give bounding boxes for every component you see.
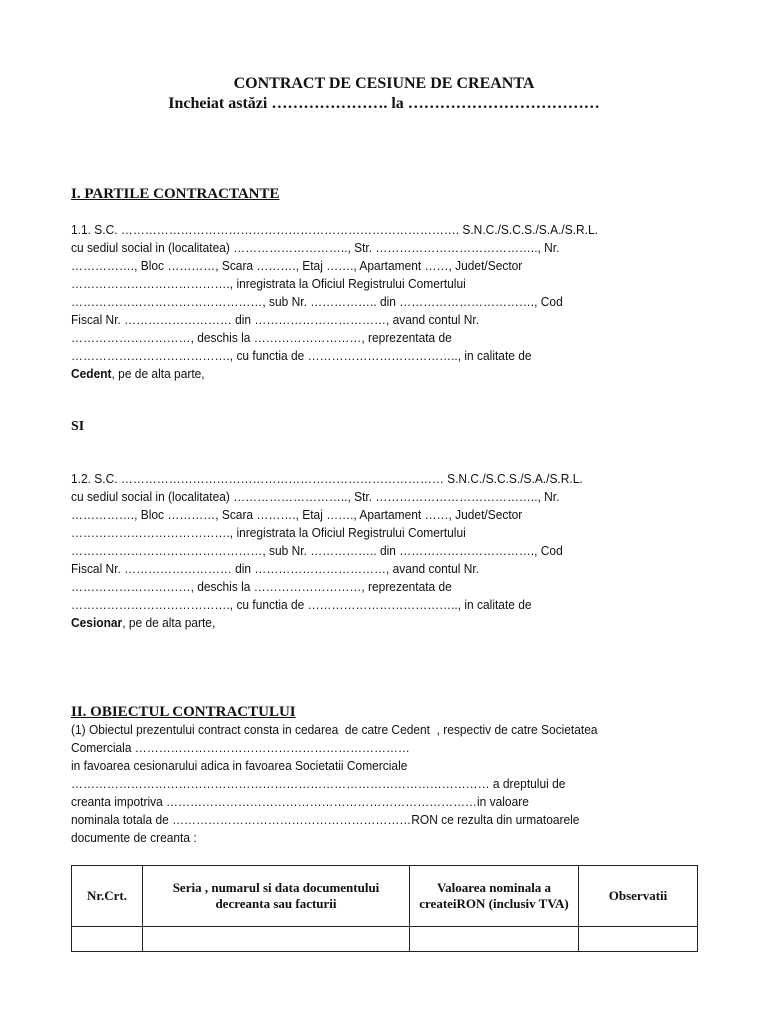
party1-line: …………………………………………, sub Nr. …………….. din ……………………………., Cod [71, 294, 563, 309]
party1-role: Cedent [71, 366, 112, 381]
object-line: documente de creanta : [71, 830, 197, 845]
table-cell[interactable] [410, 927, 579, 952]
party2-line: …………………………………., inregistrata la Oficiul Registrului Comertului [71, 525, 466, 540]
party1-line: ……………., Bloc …………, Scara ………., Etaj ……., Apartament ……, Judet/Sector [71, 258, 523, 273]
party2-line: 1.2. S.C. ……………………………………………………………………… S.N.C./S.C.S./S.A./S.R.L. [71, 471, 583, 486]
object-line: (1) Obiectul prezentului contract consta in cedarea de catre Cedent , respectiv de catre Societatea [71, 722, 598, 737]
party1-role-line [71, 365, 651, 383]
party1-line: …………………………, deschis la ………………………, reprezentata de [71, 330, 452, 345]
party2-line: ……………., Bloc …………, Scara ………., Etaj ……., Apartament ……, Judet/Sector [71, 507, 523, 522]
table-header-cell: Seria , numarul si data documentului decreanta sau facturii [143, 866, 410, 927]
section-heading-parties: I. PARTILE CONTRACTANTE [71, 186, 280, 202]
party1-line: …………………………………., inregistrata la Oficiul Registrului Comertului [71, 276, 466, 291]
table-header-cell: Nr.Crt. [72, 866, 143, 927]
table-cell[interactable] [143, 927, 410, 952]
party1-line: cu sediul social in (localitatea) ……………………….., Str. ………………………………….., Nr. [71, 240, 560, 255]
object-line: Comerciala …………………………………………………………… [71, 740, 410, 755]
and-label: SI [71, 419, 85, 434]
party1-line: …………………………………., cu functia de ……………………………….., in calitate de [71, 348, 532, 363]
party2-line: …………………………, deschis la ………………………, reprezentata de [71, 579, 452, 594]
table-header-row [72, 866, 698, 927]
party1-line: 1.1. S.C. …………………………………………………………………………. S.N.C./S.C.S./S.A./S.R.L. [71, 222, 598, 237]
party2-block [71, 470, 651, 632]
object-line: in favoarea cesionarului adica in favoarea Societatii Comerciale [71, 758, 408, 773]
section-heading-object: II. OBIECTUL CONTRACTULUI [71, 704, 296, 720]
table-row [72, 927, 698, 952]
table-cell[interactable] [579, 927, 698, 952]
party1-line: Fiscal Nr. ……………………… din ……………………………, avand contul Nr. [71, 312, 480, 327]
table-header-cell: Observatii [579, 866, 698, 927]
object-block [71, 721, 651, 847]
party2-role-suffix: , pe de alta parte, [122, 615, 216, 630]
party2-line: cu sediul social in (localitatea) ……………………….., Str. ………………………………….., Nr. [71, 489, 560, 504]
object-line: nominala totala de ……………………………………………………RON ce rezulta din urmatoarele [71, 812, 580, 827]
table-header-cell: Valoarea nominala a createiRON (inclusiv TVA) [410, 866, 579, 927]
document-subtitle: Incheiat astăzi …………………. la ……………………………… [168, 95, 600, 112]
party2-line: …………………………………., cu functia de ……………………………….., in calitate de [71, 597, 532, 612]
party2-line: Fiscal Nr. ……………………… din ……………………………, avand contul Nr. [71, 561, 480, 576]
documents-table [71, 865, 698, 952]
party2-line: …………………………………………, sub Nr. …………….. din ……………………………., Cod [71, 543, 563, 558]
object-line: creanta impotriva ……………………………………………………………………in valoare [71, 794, 529, 809]
document-title: CONTRACT DE CESIUNE DE CREANTA [233, 75, 535, 92]
party1-block [71, 221, 651, 383]
table-cell[interactable] [72, 927, 143, 952]
party2-role: Cesionar [71, 615, 123, 630]
party2-role-line [71, 614, 651, 632]
object-line: …………………………………………………………………………………………… a dreptului de [71, 776, 566, 791]
party1-role-suffix: , pe de alta parte, [111, 366, 205, 381]
